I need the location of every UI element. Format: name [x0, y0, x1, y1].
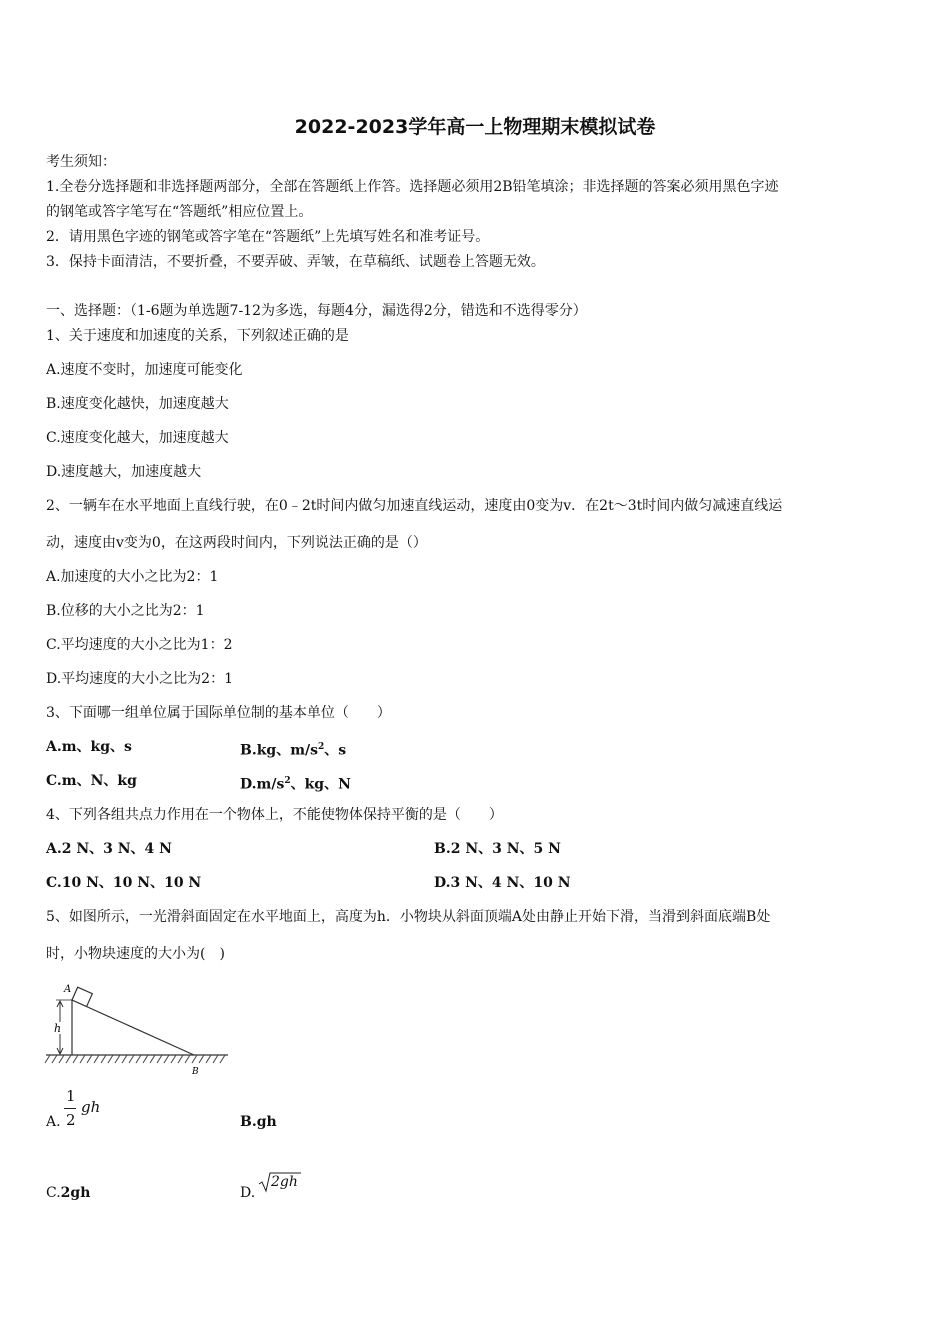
q2-option-d: D.平均速度的大小之比为2：1 [46, 671, 233, 687]
notice-item-3: 3．保持卡面清洁，不要折叠，不要弄破、弄皱，在草稿纸、试题卷上答题无效。 [46, 254, 545, 270]
incline-triangle [72, 1000, 194, 1055]
q5-option-a-numerator: 1 [66, 1087, 76, 1105]
q5-option-d-radicand: 2gh [271, 1174, 298, 1190]
q3-stem: 3、下面哪一组单位属于国际单位制的基本单位（ ） [46, 705, 391, 721]
q2-stem-line2: 动，速度由v变为0，在这两段时间内，下列说法正确的是（） [46, 535, 427, 551]
q5-option-a-denominator: 2 [66, 1111, 76, 1129]
q3-option-d: $D.m/s^2$、kg、N [240, 776, 351, 793]
q1-option-b: B.速度变化越快，加速度越大 [46, 396, 229, 412]
label-a: A [64, 984, 72, 995]
q4-option-a: A.2 N、3 N、4 N [46, 841, 172, 857]
q3-option-a: A.m、kg、s [46, 739, 132, 755]
q5-option-a-var: gh [81, 1098, 101, 1116]
q4-stem: 4、下列各组共点力作用在一个物体上，不能使物体保持平衡的是（ ） [46, 807, 503, 823]
q1-stem: 1、关于速度和加速度的关系，下列叙述正确的是 [46, 328, 349, 344]
q1-option-a: A.速度不变时，加速度可能变化 [46, 362, 243, 378]
notice-item-1-cont: 的钢笔或答字笔写在“答题纸”相应位置上。 [46, 204, 313, 220]
q4-option-b: B.2 N、3 N、5 N [434, 841, 561, 857]
q5-stem-line2: 时，小物块速度的大小为( ) [46, 946, 225, 962]
notice-item-2: 2．请用黑色字迹的钢笔或答字笔在“答题纸”上先填写姓名和准考证号。 [46, 229, 490, 245]
notice-heading: 考生须知： [46, 154, 116, 170]
q4-option-c: C.10 N、10 N、10 N [46, 875, 202, 891]
q2-stem-line1: 2、一辆车在水平地面上直线行驶，在0﹣2t时间内做匀加速直线运动，速度由0变为v．在2t～3t时间内做匀减速直线运 [46, 498, 783, 514]
q1-option-d: D.速度越大，加速度越大 [46, 464, 202, 480]
incline-figure [44, 980, 234, 1080]
q2-option-a: A.加速度的大小之比为2：1 [46, 569, 219, 585]
label-h: h [54, 1022, 62, 1035]
section-heading: 一、选择题：（1-6题为单选题7-12为多选，每题4分，漏选得2分，错选和不选得零分） [46, 303, 587, 319]
q2-option-b: B.位移的大小之比为2：1 [46, 603, 205, 619]
label-b: B [192, 1067, 199, 1077]
block [72, 987, 92, 1006]
q1-option-c: C.速度变化越大，加速度越大 [46, 430, 229, 446]
q5-option-b: B.gh [240, 1114, 277, 1130]
q2-option-c: C.平均速度的大小之比为1：2 [46, 637, 233, 653]
ground-hatch [45, 1055, 225, 1063]
q5-option-d-prefix: D. [240, 1185, 256, 1201]
q3-option-b: B.kg、$m/s^2$、s [240, 742, 347, 759]
q3-option-c: C.m、N、kg [46, 773, 137, 789]
q4-option-d: D.3 N、4 N、10 N [434, 875, 571, 891]
q5-option-c: C.2gh [46, 1185, 91, 1201]
notice-item-1: 1.全卷分选择题和非选择题两部分，全部在答题纸上作答。选择题必须用2B铅笔填涂；非选择题的答案必须用黑色字迹 [46, 179, 779, 195]
q5-option-a-prefix: A. [46, 1114, 61, 1130]
fraction-bar [64, 1108, 76, 1109]
q5-stem-line1: 5、如图所示，一光滑斜面固定在水平地面上，高度为h．小物块从斜面顶端A处由静止开始下滑，当滑到斜面底端B处 [46, 909, 771, 925]
page-title: 2022-2023学年高一上物理期末模拟试卷 [294, 116, 656, 138]
